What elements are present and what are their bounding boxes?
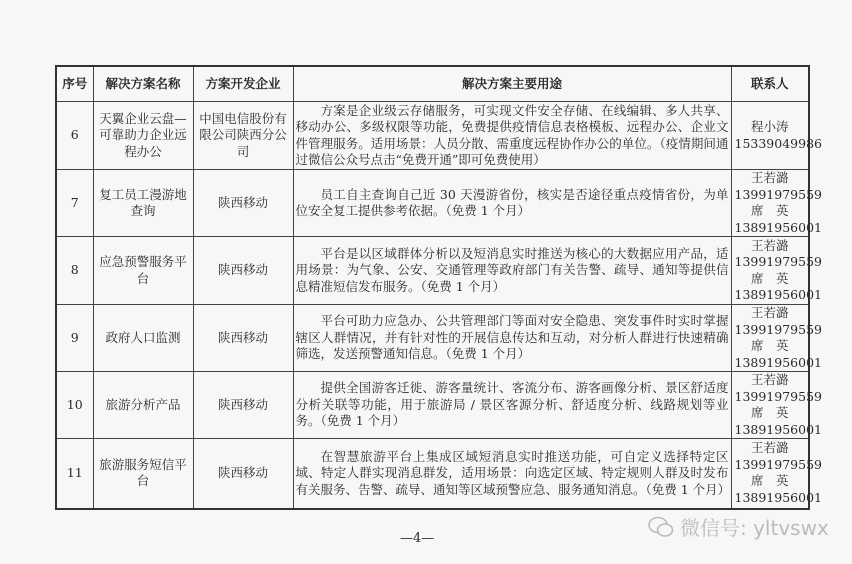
solution-name: 旅游分析产品 bbox=[93, 372, 193, 439]
contact-name: 王若潞 bbox=[750, 237, 789, 253]
header-contact: 联系人 bbox=[731, 66, 809, 102]
developer-company: 中国电信股份有限公司陕西分公司 bbox=[193, 102, 293, 170]
contact-cell bbox=[731, 372, 822, 439]
contact-phone: 15339049986 bbox=[734, 135, 822, 151]
contact-phone: 13891956001 bbox=[734, 287, 822, 302]
contact-phone: 13991979559 bbox=[734, 456, 822, 472]
contact-name: 席 英 bbox=[750, 405, 789, 420]
contact-name: 席 英 bbox=[750, 270, 789, 286]
contact-cell bbox=[731, 439, 822, 509]
contact-name: 王若潞 bbox=[750, 170, 789, 185]
contact-cell bbox=[731, 170, 822, 237]
solution-name: 天翼企业云盘—可靠助力企业远程办公 bbox=[93, 102, 193, 170]
solution-name: 旅游服务短信平台 bbox=[93, 439, 193, 509]
contact-name: 王若潞 bbox=[750, 305, 789, 320]
contact-phone: 13891956001 bbox=[734, 421, 822, 437]
contact-phone: 13991979559 bbox=[734, 186, 822, 202]
contact-cell bbox=[731, 237, 822, 305]
contact-phone: 13891956001 bbox=[734, 354, 822, 370]
row-number: 6 bbox=[56, 102, 93, 170]
watermark bbox=[648, 512, 829, 541]
contact-phone: 13891956001 bbox=[734, 489, 822, 505]
wechat-icon bbox=[648, 516, 674, 538]
developer-company: 陕西移动 bbox=[193, 372, 293, 439]
developer-company: 陕西移动 bbox=[193, 439, 293, 509]
table-row bbox=[56, 237, 809, 305]
table-row bbox=[56, 439, 809, 509]
header-company: 方案开发企业 bbox=[193, 66, 293, 102]
page-number: —4— bbox=[400, 531, 435, 546]
contact-phone: 13891956001 bbox=[734, 219, 822, 235]
developer-company: 陕西移动 bbox=[193, 170, 293, 237]
table-row bbox=[56, 305, 809, 372]
solution-description: 在智慧旅游平台上集成区域短消息实时推送功能，可自定义选择特定区域、特定人群实现消息群发，适用场景：向选定区域、特定规则人群及时发布有关服务、告警、疏导、通知等区域预警应急、服务通知消息。（免费 1 个月） bbox=[293, 439, 731, 509]
solution-description: 提供全国游客迁徙、游客量统计、客流分布、游客画像分析、景区舒适度分析关联等功能，用于旅游局 / 景区客源分析、舒适度分析、线路规划等业务。（免费 1 个月） bbox=[293, 372, 731, 439]
solutions-table bbox=[55, 65, 822, 510]
header-name: 解决方案名称 bbox=[93, 66, 193, 102]
contact-name: 程小涛 bbox=[750, 119, 789, 134]
table-row bbox=[56, 102, 809, 170]
header-desc: 解决方案主要用途 bbox=[293, 66, 731, 102]
row-number: 11 bbox=[56, 439, 93, 509]
solution-name: 应急预警服务平台 bbox=[93, 237, 193, 305]
contact-name: 席 英 bbox=[750, 203, 789, 218]
solution-description: 方案是企业级云存储服务，可实现文件安全存储、在线编辑、多人共享、移动办公、多级权限等功能，免费提供疫情信息表格模板、远程办公、企业文件管理服务。适用场景：人员分散、需重度远程协作办公的单位。（疫情期间通过微信公众号点击“免费开通”即可免费使用） bbox=[293, 102, 731, 170]
contact-cell bbox=[731, 102, 822, 170]
solution-name: 政府人口监测 bbox=[93, 305, 193, 372]
watermark-text: 微信号: yltvswx bbox=[680, 516, 829, 540]
contact-name: 席 英 bbox=[750, 473, 789, 489]
contact-name: 席 英 bbox=[750, 338, 789, 353]
solution-name: 复工员工漫游地查询 bbox=[93, 170, 193, 237]
header-no: 序号 bbox=[56, 66, 93, 102]
table-row bbox=[56, 170, 809, 237]
row-number: 10 bbox=[56, 372, 93, 439]
contact-name: 王若潞 bbox=[750, 372, 789, 387]
solution-description: 平台可助力应急办、公共管理部门等面对安全隐患、突发事件时实时掌握辖区人群情况，并有针对性的开展信息传达和互动，对分析人群进行快速精确筛选，发送预警通知信息。（免费 1 个月） bbox=[293, 305, 731, 372]
row-number: 8 bbox=[56, 237, 93, 305]
contact-cell bbox=[731, 305, 822, 372]
solution-description: 员工自主查询自己近 30 天漫游省份，核实是否途径重点疫情省份，为单位安全复工提供参考依据。（免费 1 个月） bbox=[293, 170, 731, 237]
solution-description: 平台是以区域群体分析以及短消息实时推送为核心的大数据应用产品，适用场景：为气象、公安、交通管理等政府部门有关告警、疏导、通知等提供信息精准短信发布服务。（免费 1 个月） bbox=[293, 237, 731, 305]
contact-phone: 13991979559 bbox=[734, 254, 822, 269]
developer-company: 陕西移动 bbox=[193, 237, 293, 305]
contact-phone: 13991979559 bbox=[734, 388, 822, 404]
row-number: 9 bbox=[56, 305, 93, 372]
contact-name: 王若潞 bbox=[750, 440, 789, 456]
developer-company: 陕西移动 bbox=[193, 305, 293, 372]
table-row bbox=[56, 372, 809, 439]
row-number: 7 bbox=[56, 170, 93, 237]
table-header-row bbox=[56, 66, 809, 102]
contact-phone: 13991979559 bbox=[734, 321, 822, 337]
